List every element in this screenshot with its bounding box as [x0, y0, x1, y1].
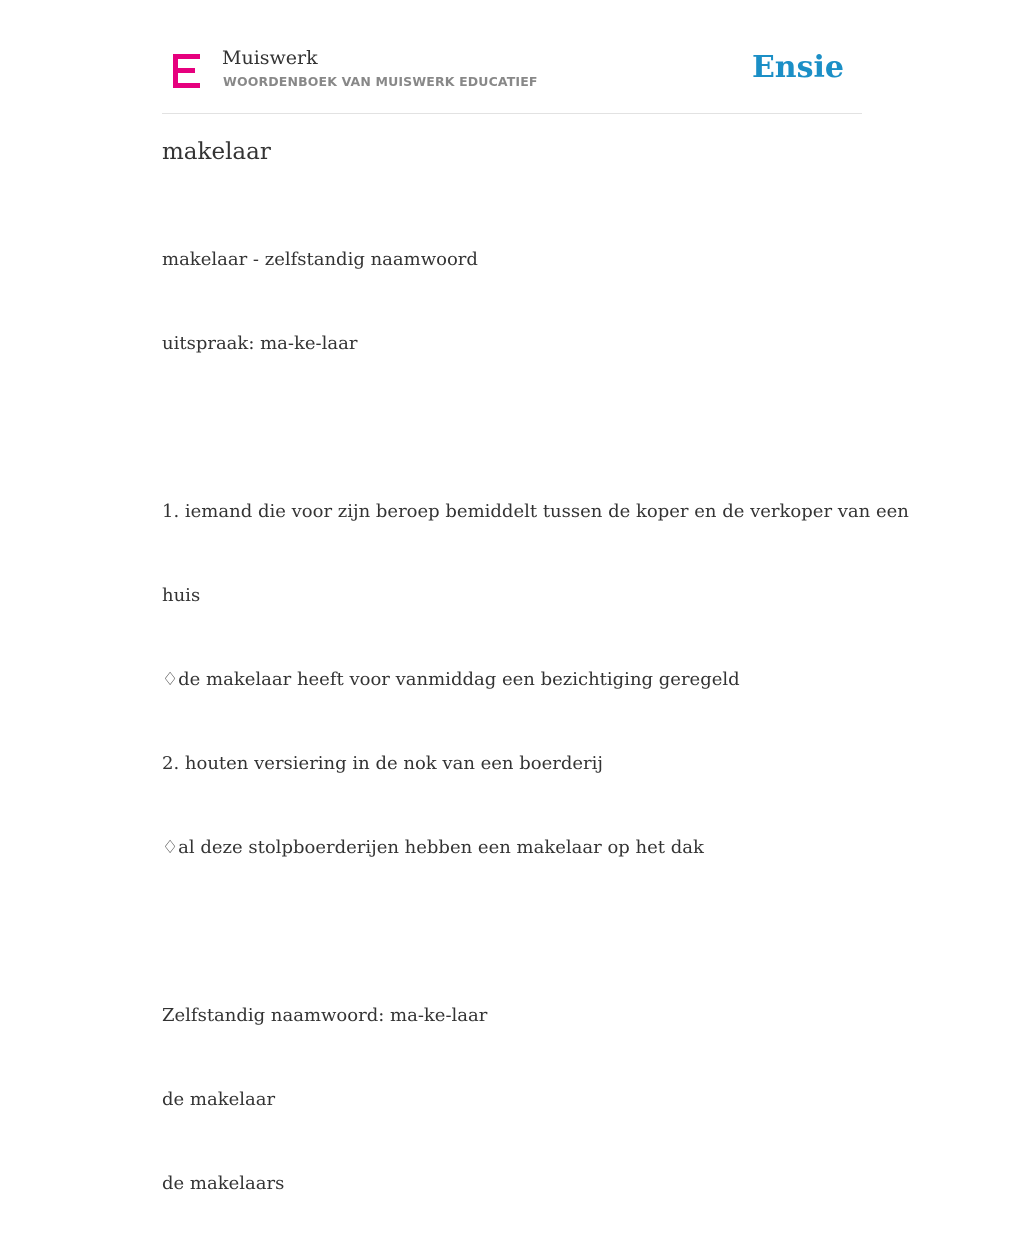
- entry-line: de makelaars: [162, 1173, 285, 1194]
- site-header: [162, 0, 862, 114]
- entry-line: Zelfstandig naamwoord: ma-ke-laar: [162, 1005, 488, 1026]
- entry-line: huis: [162, 585, 201, 606]
- brand-subtitle: WOORDENBOEK VAN MUISWERK EDUCATIEF: [223, 74, 538, 89]
- logo-bar-top: [173, 54, 200, 59]
- entry-line: uitspraak: ma-ke-laar: [162, 333, 358, 354]
- entry-line: 2. houten versiering in de nok van een boerderij: [162, 753, 603, 774]
- entry-line: makelaar - zelfstandig naamwoord: [162, 249, 478, 270]
- entry-line: [162, 414, 862, 442]
- entry-body: [162, 190, 909, 1254]
- logo-bar-bottom: [173, 83, 200, 88]
- page-container: [162, 0, 909, 1194]
- ensie-logo[interactable]: Ensie: [751, 50, 844, 85]
- entry-line: [162, 918, 862, 946]
- entry-line: de makelaar: [162, 1089, 276, 1110]
- muiswerk-logo-icon[interactable]: [173, 54, 200, 89]
- brand-name[interactable]: Muiswerk: [222, 47, 318, 69]
- entry-line: ♢de makelaar heeft voor vanmiddag een bezichtiging geregeld: [162, 669, 740, 690]
- entry-line: ♢al deze stolpboerderijen hebben een makelaar op het dak: [162, 837, 704, 858]
- entry-title: makelaar: [162, 139, 271, 165]
- entry-line: 1. iemand die voor zijn beroep bemiddelt tussen de koper en de verkoper van een: [162, 501, 909, 522]
- logo-bar-middle: [173, 68, 195, 73]
